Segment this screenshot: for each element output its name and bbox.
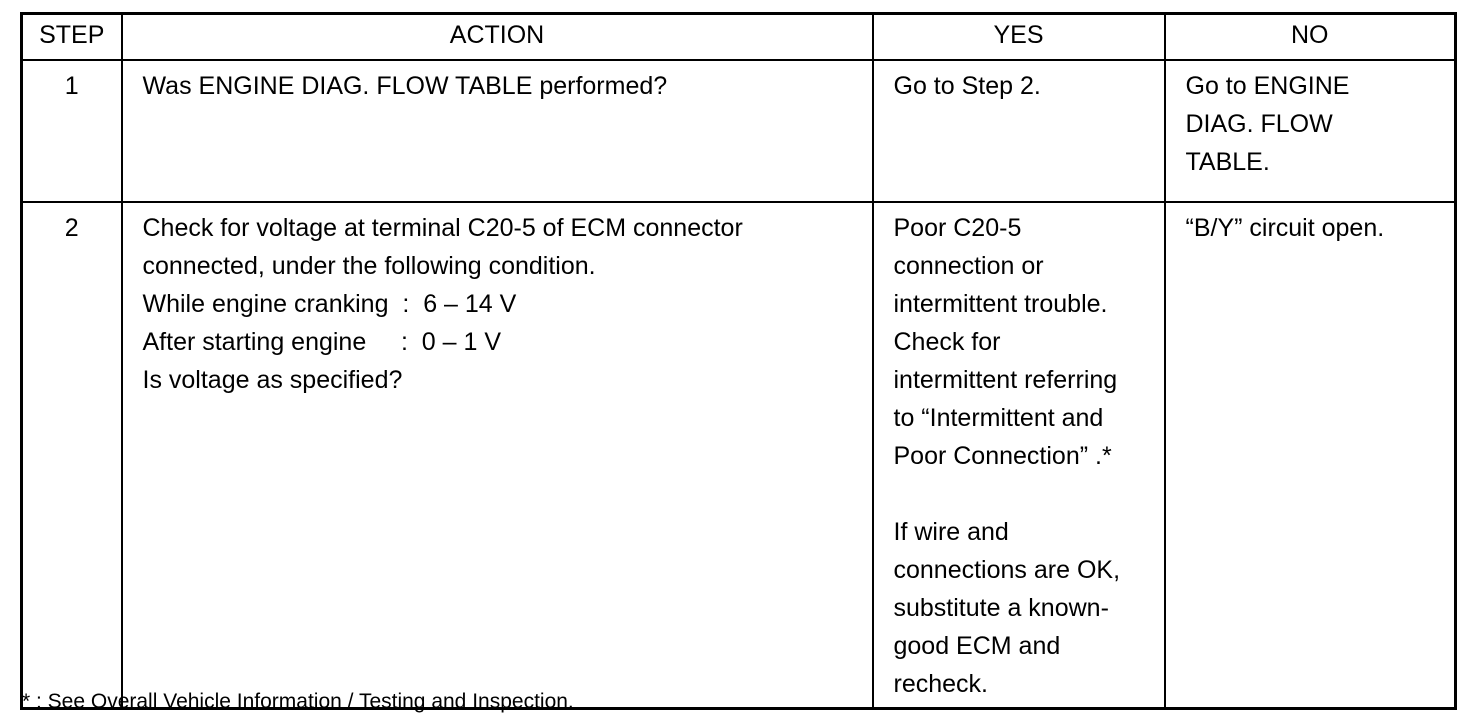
no-cell <box>1165 60 1456 202</box>
yes-line: good ECM and <box>893 632 1061 660</box>
yes-line: connection or <box>893 252 1044 280</box>
yes-line: Go to Step 2. <box>893 72 1041 100</box>
yes-line: to “Intermittent and <box>893 404 1104 432</box>
yes-cell <box>873 60 1165 202</box>
action-cell <box>122 60 873 202</box>
no-cell <box>1165 202 1456 709</box>
step-number: 1 <box>22 60 122 202</box>
yes-line: intermittent referring <box>893 366 1118 394</box>
yes-line: Poor Connection” .* <box>893 442 1112 470</box>
no-line: TABLE. <box>1185 148 1270 176</box>
table-row <box>22 202 1456 709</box>
diagnostic-table <box>20 12 1457 710</box>
action-line: Is voltage as specified? <box>142 366 403 394</box>
no-line: “B/Y” circuit open. <box>1185 214 1385 242</box>
yes-line: If wire and <box>893 518 1009 546</box>
yes-line: connections are OK, <box>893 556 1121 584</box>
header-row <box>22 14 1456 61</box>
no-line: Go to ENGINE <box>1185 72 1350 100</box>
header-action: ACTION <box>122 14 873 61</box>
action-line: Was ENGINE DIAG. FLOW TABLE performed? <box>142 72 668 100</box>
yes-line: substitute a known- <box>893 594 1109 622</box>
yes-line: Poor C20-5 <box>893 214 1022 242</box>
action-line: Check for voltage at terminal C20-5 of ECM connector <box>142 214 743 242</box>
header-step: STEP <box>22 14 122 61</box>
header-no: NO <box>1165 14 1456 61</box>
action-line: connected, under the following condition. <box>142 252 596 280</box>
yes-line: intermittent trouble. <box>893 290 1108 318</box>
action-line: After starting engine : 0 – 1 V <box>142 328 502 356</box>
yes-line: recheck. <box>893 670 988 698</box>
step-number: 2 <box>22 202 122 709</box>
action-line: While engine cranking : 6 – 14 V <box>142 290 517 318</box>
footnote: * : See Overall Vehicle Information / Testing and Inspection. <box>22 690 574 713</box>
yes-line: Check for <box>893 328 1001 356</box>
yes-cell <box>873 202 1165 709</box>
header-yes: YES <box>873 14 1165 61</box>
paragraph-gap <box>894 475 1154 513</box>
action-cell <box>122 202 873 709</box>
no-line: DIAG. FLOW <box>1185 110 1333 138</box>
table-row <box>22 60 1456 202</box>
